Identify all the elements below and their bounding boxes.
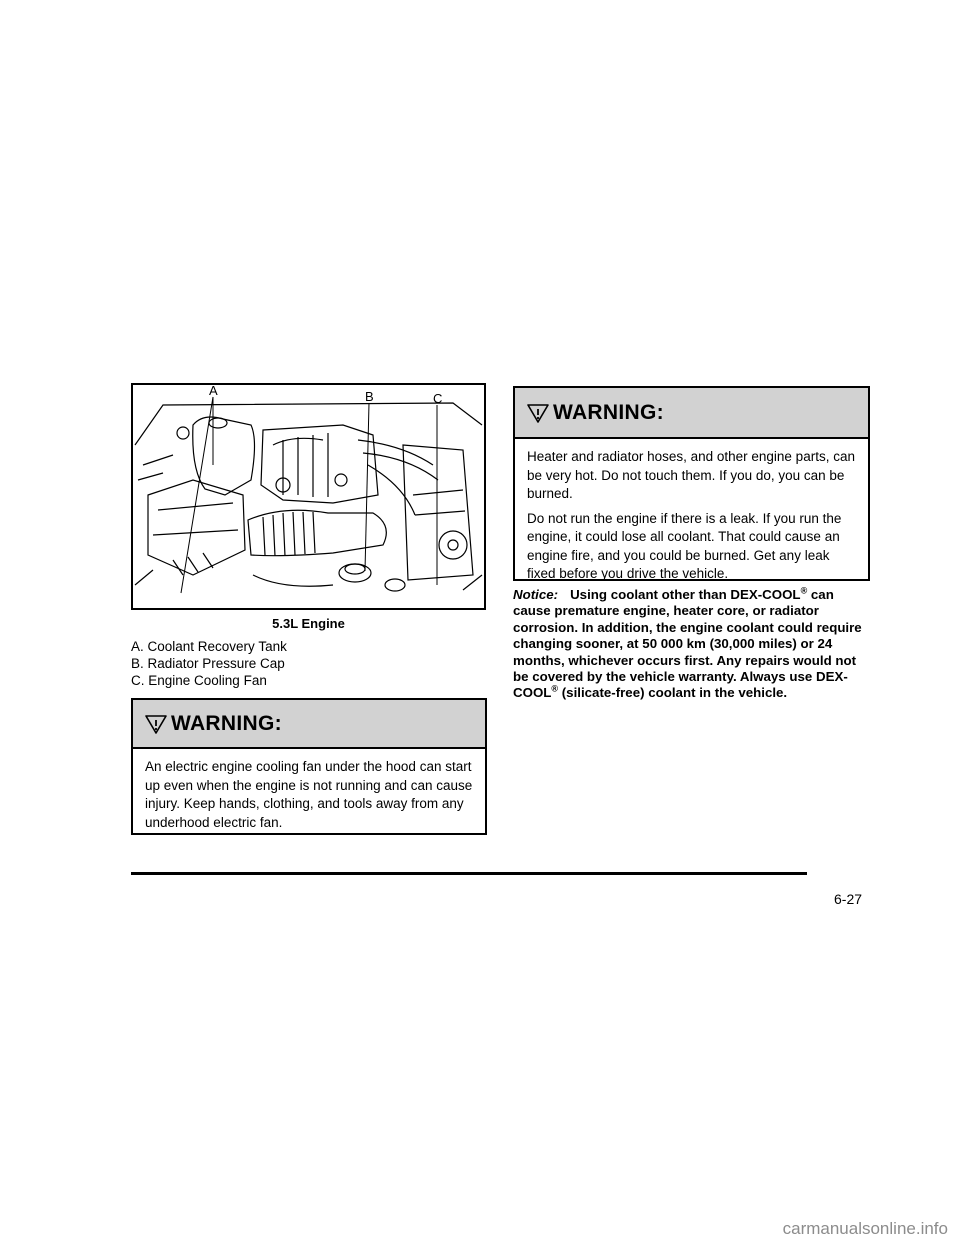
warning-paragraph-1: Heater and radiator hoses, and other engine parts, can be very hot. Do not touch them. If you do, you can be burned. [527, 449, 855, 501]
watermark: carmanualsonline.info [782, 1219, 948, 1238]
warning-box-hot-parts [513, 386, 870, 581]
engine-illustration [131, 383, 486, 610]
registered-mark: ® [551, 684, 559, 695]
callout-b: B [365, 389, 374, 404]
warning-body [515, 439, 868, 584]
warning-box-fan [131, 698, 487, 835]
page-number: 6-27 [834, 891, 863, 907]
callout-c: C [433, 391, 443, 406]
warning-header [515, 388, 868, 439]
notice-text-3: (silicate-free) coolant in the vehicle. [558, 685, 788, 701]
registered-mark: ® [800, 585, 808, 596]
warning-paragraph-2: Do not run the engine if there is a leak. If you run the engine, it could lose all coolant. That could cause an engine fire, and you could be burned. Get any leak fixed before you drive the vehicle. [527, 510, 842, 581]
notice-paragraph [513, 587, 873, 702]
engine-drawing [133, 385, 484, 608]
legend-item-a: A. Coolant Recovery Tank [131, 639, 287, 654]
warning-title: WARNING: [171, 711, 282, 735]
footer-rule [131, 872, 807, 875]
warning-header [133, 700, 485, 749]
figure-legend [131, 638, 287, 689]
warning-triangle-icon [144, 712, 168, 736]
warning-paragraph: An electric engine cooling fan under the hood can start up even when the engine is not running and can cause injury. Keep hands, clothing, and tools away from any underhood electric fan. [145, 759, 473, 830]
legend-item-c: C. Engine Cooling Fan [131, 673, 267, 688]
legend-item-b: B. Radiator Pressure Cap [131, 656, 285, 671]
callout-a: A [209, 385, 218, 398]
notice-label: Notice: [513, 587, 559, 602]
figure-caption: 5.3L Engine [272, 616, 345, 631]
warning-body [133, 749, 485, 832]
warning-title: WARNING: [553, 400, 664, 424]
notice-text-1: Using coolant other than DEX-COOL [570, 587, 801, 602]
warning-triangle-icon [526, 401, 550, 425]
notice-text-2: can cause premature engine, heater core, or radiator corrosion. In addition, the engine coolant could require changing sooner, at 50 000 km (30,000 miles) or 24 months, whichever occurs first. Any repairs would not be covered by the vehicle warranty. Always use DEX-COOL [513, 587, 862, 701]
